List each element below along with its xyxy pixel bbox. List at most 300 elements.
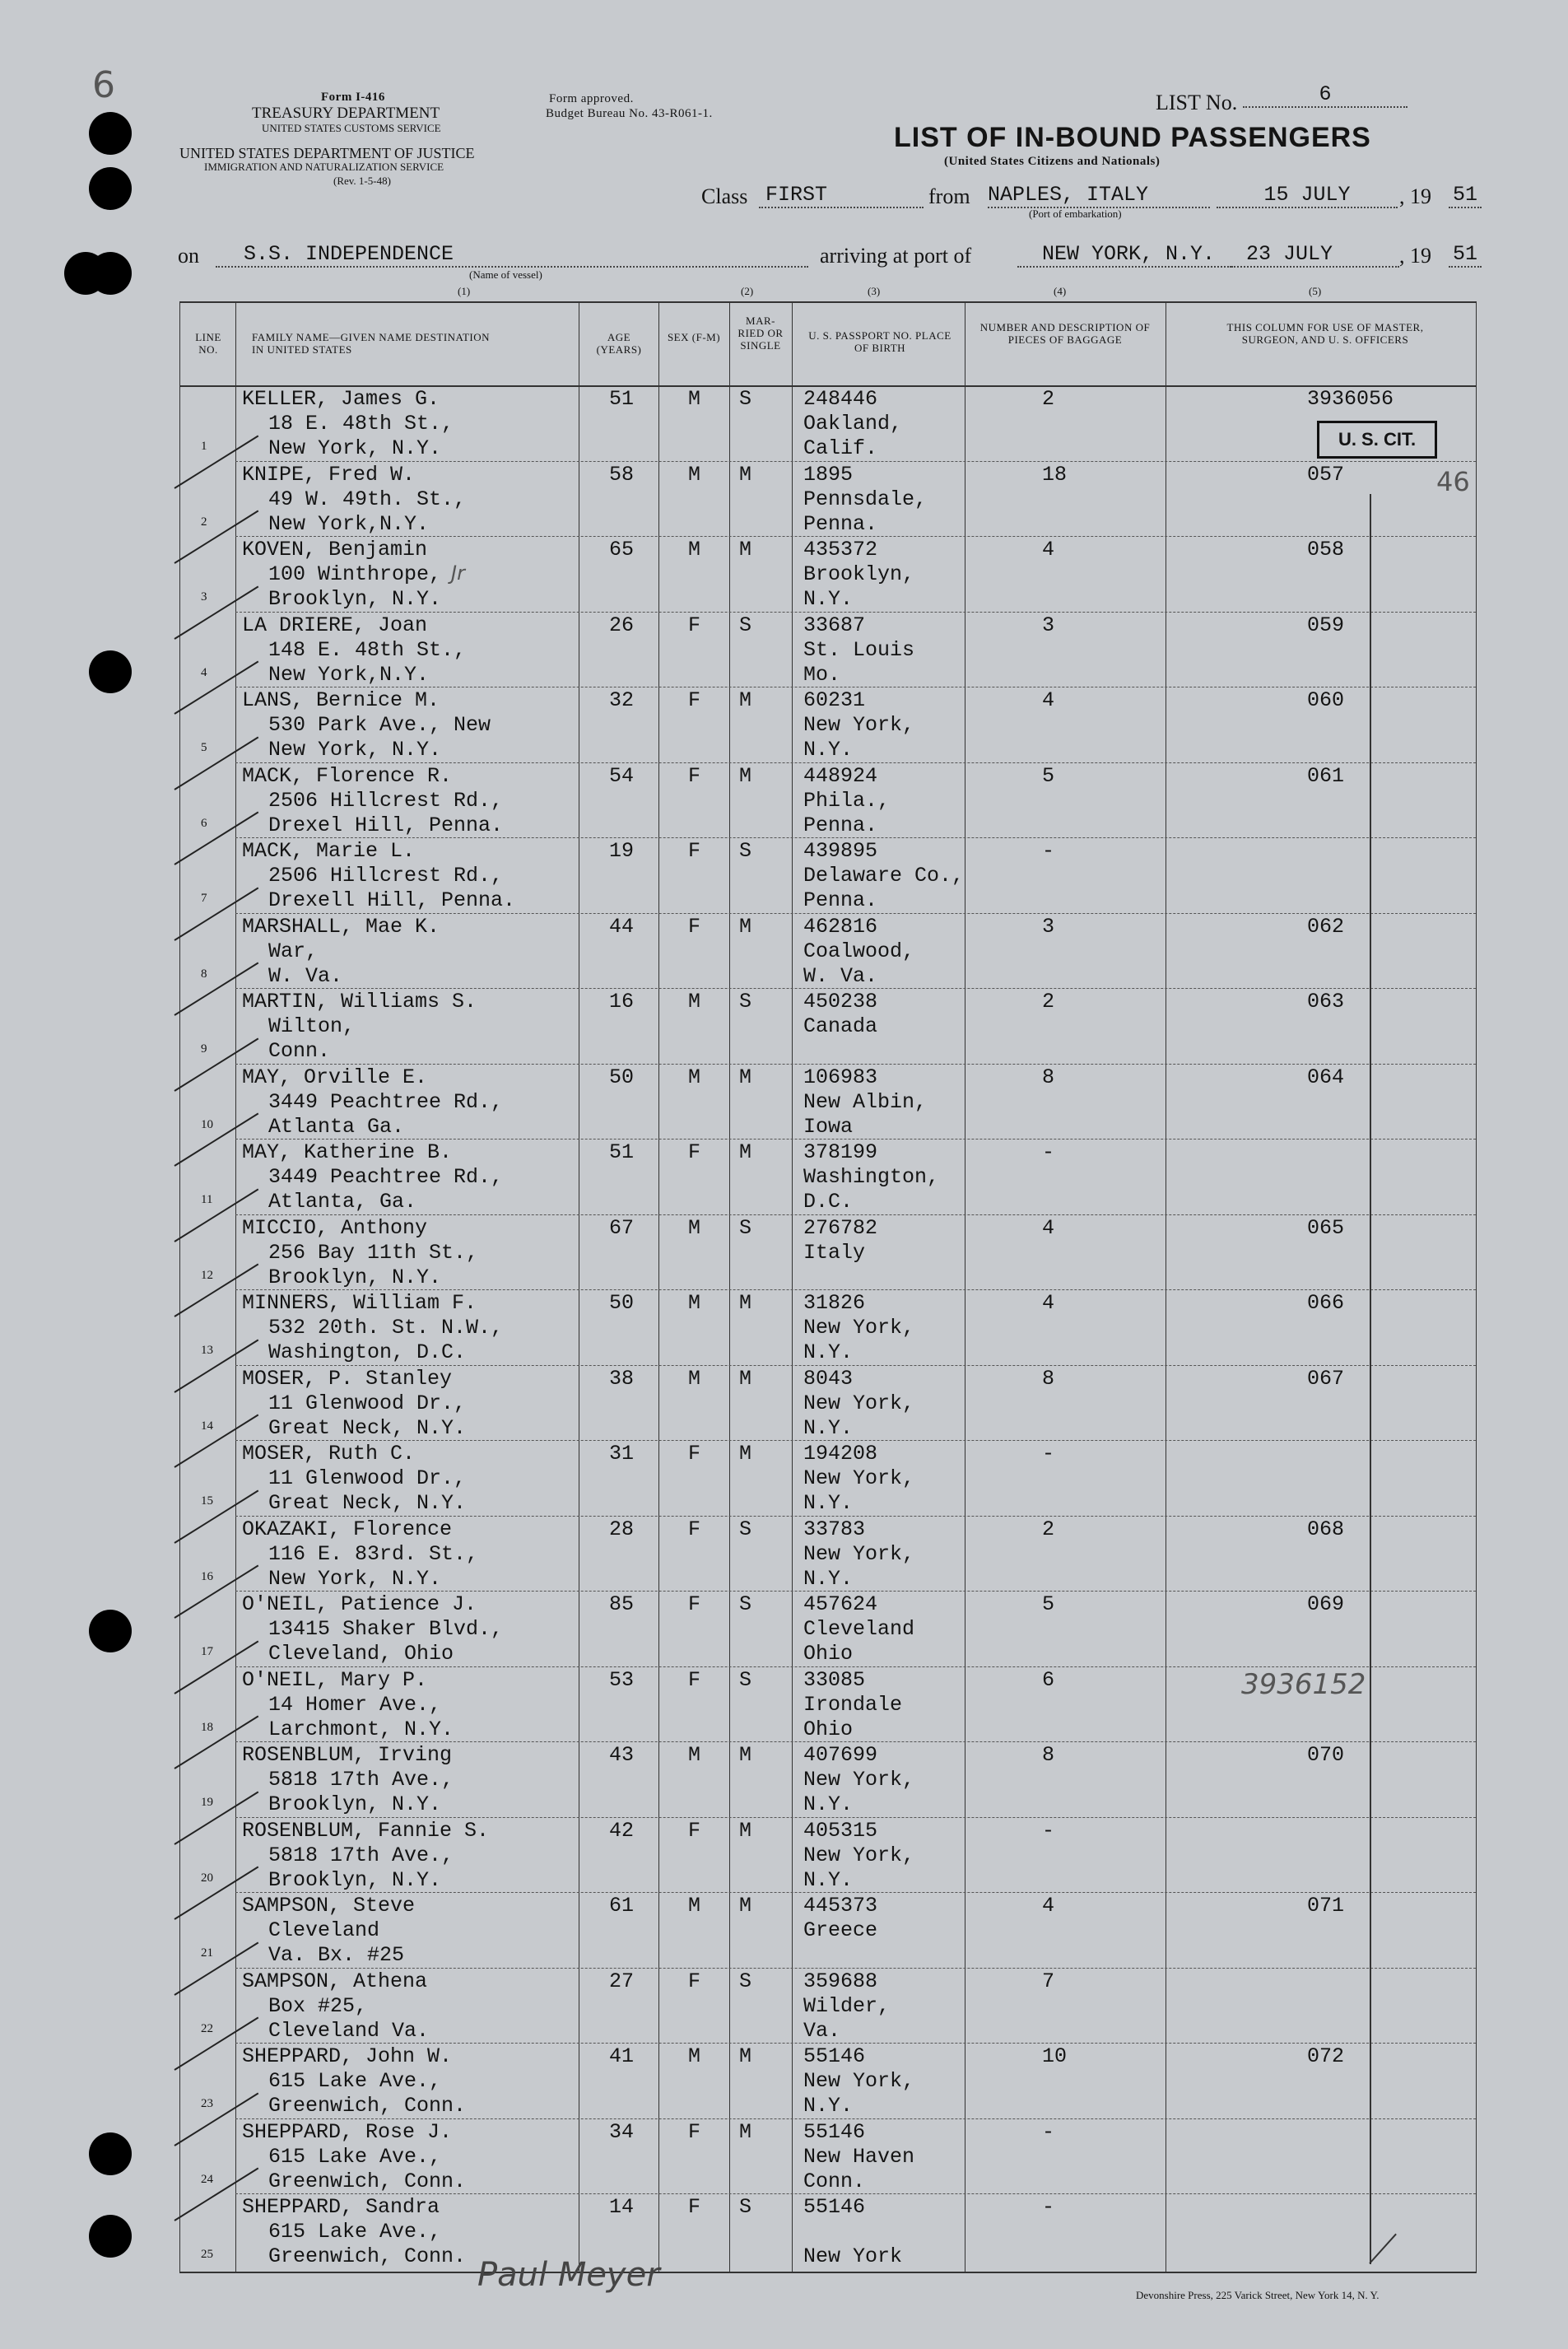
age: 53 (609, 1667, 635, 1692)
officer-number: 064 (1307, 1065, 1345, 1089)
sex: F (688, 613, 701, 637)
col-header-baggage: NUMBER AND DESCRIPTION OF PIECES OF BAGGAGE (979, 321, 1151, 346)
sex: M (688, 2044, 701, 2068)
row-separator (235, 1892, 1476, 1893)
table-row (179, 613, 1476, 689)
passenger-name: SAMPSON, Athena (242, 1969, 428, 1993)
age: 58 (609, 462, 635, 487)
marital-status: M (739, 1818, 752, 1843)
marital-status: S (739, 839, 752, 863)
line-number: 14 (201, 1419, 213, 1433)
column-number-5: (5) (1309, 285, 1322, 297)
marital-status: S (739, 1667, 752, 1692)
destination-city: New York,N.Y. (268, 662, 430, 687)
birthplace-line2: Penna. (803, 511, 878, 536)
passport-number: 55146 (803, 2119, 866, 2144)
binder-hole (89, 650, 132, 693)
officer-number: 071 (1307, 1894, 1345, 1918)
sex: F (688, 2195, 701, 2219)
sex: M (688, 1366, 701, 1391)
destination-city: Conn. (268, 1039, 331, 1063)
marital-status: S (739, 387, 752, 411)
passport-number: 55146 (803, 2044, 866, 2068)
row-separator (235, 1666, 1476, 1667)
line-number: 17 (201, 1645, 213, 1658)
destination-city: Washington, D.C. (268, 1340, 467, 1364)
table-row (179, 764, 1476, 840)
row-separator (235, 1139, 1476, 1140)
marital-status: M (739, 1442, 752, 1466)
officer-number: 063 (1307, 990, 1345, 1014)
baggage-count: 4 (1042, 538, 1055, 562)
table-row (179, 839, 1476, 915)
marital-status: M (739, 1140, 752, 1164)
officer-number: 069 (1307, 1592, 1345, 1616)
marital-status: S (739, 613, 752, 637)
destination-city: Greenwich, Conn. (268, 2169, 467, 2193)
baggage-count: 7 (1042, 1969, 1055, 1993)
marital-status: M (739, 914, 752, 939)
row-separator (235, 461, 1476, 462)
passenger-name: ROSENBLUM, Fannie S. (242, 1818, 490, 1843)
officer-number: 067 (1307, 1366, 1345, 1391)
passport-number: 1895 (803, 462, 854, 487)
line-number: 16 (201, 1569, 213, 1583)
birthplace-line2: Penna. (803, 888, 878, 912)
row-separator (235, 1817, 1476, 1818)
form-revision: (Rev. 1-5-48) (333, 175, 391, 187)
baggage-count: 2 (1042, 1517, 1055, 1541)
budget-bureau: Budget Bureau No. 43-R061-1. (546, 107, 713, 120)
destination-street: 14 Homer Ave., (268, 1692, 442, 1717)
officer-number: 068 (1307, 1517, 1345, 1541)
passenger-name: MAY, Katherine B. (242, 1140, 453, 1164)
birthplace-line2: Mo. (803, 662, 841, 687)
officer-number: 070 (1307, 1743, 1345, 1767)
destination-street: 148 E. 48th St., (268, 637, 467, 662)
age: 31 (609, 1442, 635, 1466)
birthplace-line2: Calif. (803, 436, 878, 460)
embarkation-port: NAPLES, ITALY (988, 183, 1210, 208)
table-row (179, 990, 1476, 1065)
destination-city: Cleveland Va. (268, 2018, 430, 2043)
destination-city: Great Neck, N.Y. (268, 1415, 467, 1440)
passport-number: 194208 (803, 1442, 878, 1466)
age: 51 (609, 1140, 635, 1164)
table-row (179, 1969, 1476, 2045)
col-header-married: MAR-RIED OR SINGLE (737, 315, 784, 352)
destination-street: 2506 Hillcrest Rd., (268, 788, 504, 813)
marital-status: M (739, 1065, 752, 1089)
destination-street: 615 Lake Ave., (268, 2220, 442, 2244)
age: 50 (609, 1065, 635, 1089)
row-separator (235, 762, 1476, 763)
binder-hole (89, 167, 132, 210)
sex: F (688, 1969, 701, 1993)
passenger-name: MICCIO, Anthony (242, 1215, 428, 1240)
destination-city: Larchmont, N.Y. (268, 1717, 454, 1741)
baggage-count: 6 (1042, 1667, 1055, 1692)
sex: M (688, 1894, 701, 1918)
baggage-count: 5 (1042, 1592, 1055, 1616)
age: 50 (609, 1291, 635, 1315)
age: 27 (609, 1969, 635, 1993)
row-separator (235, 2118, 1476, 2119)
baggage-count: 18 (1042, 462, 1068, 487)
marital-status: M (739, 538, 752, 562)
age: 38 (609, 1366, 635, 1391)
row-separator (235, 1214, 1476, 1215)
destination-street: 615 Lake Ave., (268, 2069, 442, 2093)
binder-hole (89, 112, 132, 155)
birthplace-line2: N.Y. (803, 1415, 854, 1440)
passport-number: 435372 (803, 538, 878, 562)
destination-street: War, (268, 939, 319, 963)
year-1: 51 (1449, 183, 1482, 208)
row-separator (235, 988, 1476, 989)
justice-department: UNITED STATES DEPARTMENT OF JUSTICE (179, 145, 475, 161)
age: 41 (609, 2044, 635, 2068)
baggage-count: 4 (1042, 1894, 1055, 1918)
birthplace-line2: N.Y. (803, 1566, 854, 1591)
officer-number: 059 (1307, 613, 1345, 637)
line-number: 18 (201, 1720, 213, 1734)
destination-street: 11 Glenwood Dr., (268, 1391, 467, 1415)
age: 28 (609, 1517, 635, 1541)
destination-city: W. Va. (268, 963, 343, 988)
table-row (179, 1743, 1476, 1819)
handwritten-number: 3936152 (1241, 1668, 1366, 1701)
vessel-caption: (Name of vessel) (469, 268, 542, 281)
destination-street: 5818 17th Ave., (268, 1768, 454, 1792)
destination-street: 116 E. 83rd. St., (268, 1541, 479, 1566)
birthplace-line2: N.Y. (803, 1491, 854, 1515)
passenger-name: MOSER, Ruth C. (242, 1442, 416, 1466)
birthplace-line1: Irondale (803, 1692, 903, 1717)
passenger-name: OKAZAKI, Florence (242, 1517, 453, 1541)
col-header-age: AGE (YEARS) (596, 331, 642, 356)
line-number: 8 (201, 967, 207, 981)
birthplace-line1: New York, (803, 1843, 915, 1867)
passenger-name: MINNERS, William F. (242, 1291, 477, 1315)
officer-number: 058 (1307, 538, 1345, 562)
birthplace-line1: New Albin, (803, 1089, 928, 1114)
destination-street: 18 E. 48th St., (268, 412, 454, 436)
arrival-port: NEW YORK, N.Y. (1017, 242, 1231, 268)
col-divider (1476, 301, 1477, 2273)
row-separator (235, 1968, 1476, 1969)
baggage-count: 3 (1042, 613, 1055, 637)
age: 54 (609, 763, 635, 788)
birthplace-line2: Ohio (803, 1717, 854, 1741)
column-number-1: (1) (458, 285, 471, 297)
destination-street: 5818 17th Ave., (268, 1843, 454, 1867)
destination-street: 11 Glenwood Dr., (268, 1466, 467, 1490)
marital-status: S (739, 1969, 752, 1993)
passenger-name: KOVEN, Benjamin (242, 538, 428, 562)
officer-number: 3936056 (1307, 387, 1394, 411)
age: 42 (609, 1818, 635, 1843)
birthplace-line2: Va. (803, 2018, 841, 2043)
destination-street: 3449 Peachtree Rd., (268, 1165, 504, 1189)
birthplace-line1: Coalwood, (803, 939, 915, 963)
destination-city: Brooklyn, N.Y. (268, 1265, 442, 1289)
table-row (179, 1065, 1476, 1141)
row-separator (235, 1365, 1476, 1366)
line-number: 5 (201, 741, 207, 754)
destination-city: Drexell Hill, Penna. (268, 888, 516, 912)
marital-status: M (739, 2044, 752, 2068)
birthplace-line1: Delaware Co., (803, 864, 965, 888)
line-number: 23 (201, 2097, 213, 2110)
baggage-count: 2 (1042, 990, 1055, 1014)
passport-number: 33783 (803, 1517, 866, 1541)
passenger-name: KELLER, James G. (242, 387, 440, 411)
destination-street: Cleveland (268, 1918, 380, 1942)
line-number: 22 (201, 2021, 213, 2035)
age: 26 (609, 613, 635, 637)
officer-number: 072 (1307, 2044, 1345, 2068)
baggage-count: - (1042, 2119, 1055, 2144)
baggage-count: 2 (1042, 387, 1055, 411)
marital-status: M (739, 462, 752, 487)
birthplace-line2: Ohio (803, 1642, 854, 1666)
destination-city: New York, N.Y. (268, 436, 442, 460)
sex: F (688, 763, 701, 788)
line-number: 4 (201, 665, 207, 679)
destination-city: New York, N.Y. (268, 738, 442, 762)
line-number: 11 (201, 1193, 213, 1206)
line-number: 6 (201, 816, 207, 830)
marital-status: S (739, 1215, 752, 1240)
row-separator (235, 1741, 1476, 1742)
marital-status: S (739, 2195, 752, 2219)
table-row (179, 1517, 1476, 1593)
line-number: 24 (201, 2172, 213, 2186)
check-line-vertical (1370, 494, 1371, 2264)
sex: F (688, 1667, 701, 1692)
passenger-name: MACK, Marie L. (242, 839, 416, 863)
year-2: 51 (1449, 242, 1482, 268)
destination-city: Drexel Hill, Penna. (268, 813, 504, 837)
side-number: 46 (1436, 466, 1470, 497)
passenger-name: SAMPSON, Steve (242, 1894, 416, 1918)
baggage-count: - (1042, 1140, 1055, 1164)
age: 51 (609, 387, 635, 411)
handwritten-initials: Jr (451, 562, 465, 585)
birthplace-line1: Canada (803, 1014, 878, 1038)
birthplace-line1: Cleveland (803, 1617, 915, 1641)
sex: F (688, 2119, 701, 2144)
passenger-name: SHEPPARD, John W. (242, 2044, 453, 2068)
destination-street: Box #25, (268, 1993, 368, 2018)
line-number: 25 (201, 2248, 213, 2261)
col-header-officers: THIS COLUMN FOR USE OF MASTER, SURGEON, AND U. S. OFFICERS (1226, 321, 1424, 346)
destination-street: 530 Park Ave., New (268, 713, 491, 737)
customs-service: UNITED STATES CUSTOMS SERVICE (262, 122, 441, 134)
birthplace-line1: Oakland, (803, 412, 903, 436)
birthplace-line1: St. Louis (803, 637, 915, 662)
sex: M (688, 538, 701, 562)
passenger-name: KNIPE, Fred W. (242, 462, 416, 487)
birthplace-line1: New York, (803, 713, 915, 737)
passenger-name: SHEPPARD, Rose J. (242, 2119, 453, 2144)
passport-number: 60231 (803, 688, 866, 712)
birthplace-line1: New Haven (803, 2144, 915, 2169)
row-separator (235, 2043, 1476, 2044)
passenger-name: MARSHALL, Mae K. (242, 914, 440, 939)
baggage-count: - (1042, 2195, 1055, 2219)
destination-city: Brooklyn, N.Y. (268, 587, 442, 611)
sex: F (688, 1592, 701, 1616)
year-prefix-1: , 19 (1399, 184, 1431, 208)
line-number: 19 (201, 1796, 213, 1809)
table-row (179, 688, 1476, 764)
list-number: 6 (1243, 82, 1407, 108)
officer-number: 057 (1307, 462, 1345, 487)
col-header-sex: SEX (F-M) (667, 331, 721, 343)
baggage-count: 4 (1042, 1291, 1055, 1315)
passenger-name: ROSENBLUM, Irving (242, 1743, 453, 1767)
marital-status: M (739, 1743, 752, 1767)
vessel-name: S.S. INDEPENDENCE (216, 242, 808, 268)
destination-city: Greenwich, Conn. (268, 2244, 467, 2268)
age: 34 (609, 2119, 635, 2144)
destination-city: New York, N.Y. (268, 1566, 442, 1591)
passport-number: 276782 (803, 1215, 878, 1240)
age: 19 (609, 839, 635, 863)
destination-street: 13415 Shaker Blvd., (268, 1617, 504, 1641)
baggage-count: - (1042, 1818, 1055, 1843)
baggage-count: 8 (1042, 1366, 1055, 1391)
passport-number: 33085 (803, 1667, 866, 1692)
line-number: 3 (201, 590, 207, 604)
officer-number: 066 (1307, 1291, 1345, 1315)
on-label: on (178, 244, 199, 268)
binder-hole (89, 252, 132, 295)
passenger-name: MACK, Florence R. (242, 763, 453, 788)
sex: F (688, 1818, 701, 1843)
binder-hole (89, 2132, 132, 2175)
destination-street: 532 20th. St. N.W., (268, 1316, 504, 1340)
destination-city: New York,N.Y. (268, 511, 430, 536)
birthplace-line1: New York, (803, 1768, 915, 1792)
age: 16 (609, 990, 635, 1014)
marital-status: M (739, 2119, 752, 2144)
table-row (179, 2195, 1476, 2271)
form-approved: Form approved. (549, 92, 634, 105)
birthplace-line2: N.Y. (803, 1792, 854, 1816)
sex: F (688, 914, 701, 939)
table-row (179, 1367, 1476, 1442)
baggage-count: - (1042, 839, 1055, 863)
birthplace-line1: Brooklyn, (803, 562, 915, 586)
table-row (179, 1894, 1476, 1969)
table-row (179, 915, 1476, 990)
sex: M (688, 1065, 701, 1089)
age: 32 (609, 688, 635, 712)
citizenship-stamp: U. S. CIT. (1317, 421, 1437, 459)
col-header-line: LINE NO. (195, 331, 221, 356)
destination-city: Atlanta, Ga. (268, 1190, 417, 1214)
marital-status: M (739, 1366, 752, 1391)
sex: M (688, 1215, 701, 1240)
passport-number: 450238 (803, 990, 878, 1014)
baggage-count: 8 (1042, 1743, 1055, 1767)
table-row (179, 538, 1476, 613)
destination-city: Great Neck, N.Y. (268, 1491, 467, 1515)
passport-number: 457624 (803, 1592, 878, 1616)
baggage-count: 8 (1042, 1065, 1055, 1089)
birthplace-line1: Wilder, (803, 1993, 891, 2018)
birthplace-line2: Penna. (803, 813, 878, 837)
birthplace-line1: Italy (803, 1240, 866, 1265)
row-separator (235, 612, 1476, 613)
line-number: 21 (201, 1946, 213, 1960)
sex: F (688, 688, 701, 712)
line-number: 12 (201, 1268, 213, 1282)
officer-number: 065 (1307, 1215, 1345, 1240)
birthplace-line1: Phila., (803, 788, 891, 813)
age: 44 (609, 914, 635, 939)
birthplace-line1: New York, (803, 1391, 915, 1415)
birthplace-line1: New York, (803, 1316, 915, 1340)
age: 85 (609, 1592, 635, 1616)
age: 14 (609, 2195, 635, 2219)
passenger-name: SHEPPARD, Sandra (242, 2195, 440, 2219)
col-header-name: FAMILY NAME—GIVEN NAME DESTINATION IN UNITED STATES (252, 331, 491, 356)
passport-number: 33687 (803, 613, 866, 637)
sex: F (688, 1442, 701, 1466)
birthplace-line2: D.C. (803, 1190, 854, 1214)
row-separator (235, 837, 1476, 838)
destination-street: 100 Winthrope, (268, 562, 442, 586)
row-separator (235, 1440, 1476, 1441)
age: 67 (609, 1215, 635, 1240)
passport-number: 407699 (803, 1743, 878, 1767)
table-row (179, 1819, 1476, 1895)
sex: M (688, 462, 701, 487)
passport-number: 405315 (803, 1818, 878, 1843)
row-separator (235, 536, 1476, 537)
sex: F (688, 1140, 701, 1164)
immigration-service: IMMIGRATION AND NATURALIZATION SERVICE (204, 161, 444, 173)
birthplace-line2: W. Va. (803, 963, 878, 988)
marital-status: S (739, 1517, 752, 1541)
passport-number: 31826 (803, 1291, 866, 1315)
baggage-count: 3 (1042, 914, 1055, 939)
marital-status: M (739, 688, 752, 712)
departure-date: 15 JULY (1217, 183, 1398, 208)
sex: F (688, 839, 701, 863)
passenger-name: MAY, Orville E. (242, 1065, 428, 1089)
destination-city: Greenwich, Conn. (268, 2094, 467, 2118)
passport-number: 55146 (803, 2195, 866, 2219)
port-embarkation-caption: (Port of embarkation) (1029, 207, 1122, 220)
column-number-4: (4) (1054, 285, 1067, 297)
destination-street: Wilton, (268, 1014, 356, 1038)
birthplace-line2: N.Y. (803, 1340, 854, 1364)
row-separator (235, 1064, 1476, 1065)
column-number-2: (2) (741, 285, 754, 297)
destination-street: 2506 Hillcrest Rd., (268, 864, 504, 888)
age: 61 (609, 1894, 635, 1918)
age: 43 (609, 1743, 635, 1767)
marital-status: S (739, 1592, 752, 1616)
officer-number: 061 (1307, 763, 1345, 788)
marital-status: M (739, 763, 752, 788)
passport-number: 248446 (803, 387, 878, 411)
